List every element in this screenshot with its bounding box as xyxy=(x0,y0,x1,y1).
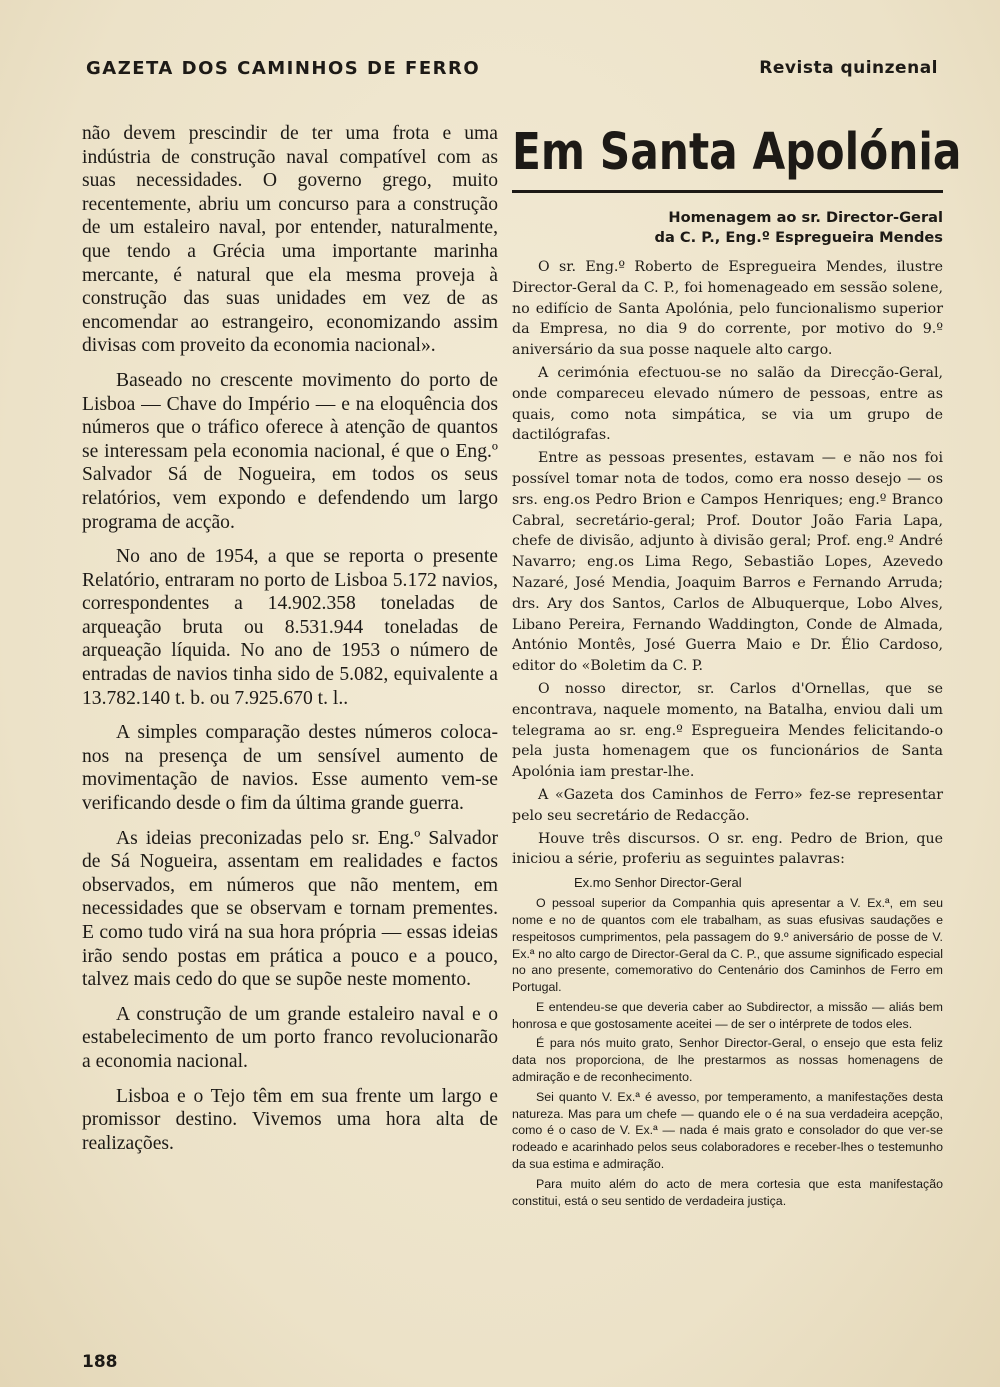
title-divider xyxy=(512,190,943,193)
article-paragraph: A «Gazeta dos Caminhos de Ferro» fez-se representar pelo seu secretário de Redacção. xyxy=(512,786,943,824)
article-paragraph: A cerimónia efectuou-se no salão da Direcção-Geral, onde compareceu elevado número de pessoas, entre as quais, como nota simpática, se via um grupo de dactilógrafas. xyxy=(512,364,943,444)
left-paragraph: A simples comparação destes números coloca-nos na presença de um sensível aumento de movimentação de navios. Esse aumento vem-se verificando desde o fim da última grande guerra. xyxy=(82,722,498,815)
left-paragraph: A construção de um grande estaleiro naval e o estabelecimento de um porto franco revolucionarão a economia nacional. xyxy=(82,1003,498,1072)
speech-paragraph: É para nós muito grato, Senhor Director-Geral, o ensejo que esta feliz data nos proporciona, de lhe prestarmos as nossas homenagens de admiração e de reconhecimento. xyxy=(512,1036,943,1085)
subtitle-line: da C. P., Eng.º Espregueira Mendes xyxy=(654,229,943,246)
running-header-subtitle: Revista quinzenal xyxy=(759,58,938,78)
right-column xyxy=(512,257,943,1212)
subtitle-line: Homenagem ao sr. Director-Geral xyxy=(668,209,943,226)
page-number: 188 xyxy=(82,1352,118,1372)
article-subtitle xyxy=(512,208,943,248)
speech-paragraph: O pessoal superior da Companhia quis apresentar a V. Ex.ª, em seu nome e no de quantos com ele trabalham, as suas efusivas saudações e respeitosos cumprimentos, pela passagem do 9.º aniversário de posse de V. Ex.ª no alto cargo de Director-Geral da C. P., que assume significado especial no ano presente, comemorativo do Centenário dos Caminhos de Ferro em Portugal. xyxy=(512,896,943,995)
article-paragraph: Houve três discursos. O sr. eng. Pedro de Brion, que iniciou a série, proferiu as seguintes palavras: xyxy=(512,830,943,868)
speech-text xyxy=(512,895,943,1209)
running-header-title: GAZETA DOS CAMINHOS DE FERRO xyxy=(86,58,481,79)
article-title: Em Santa Apolónia xyxy=(512,123,962,182)
left-paragraph: não devem prescindir de ter uma frota e uma indústria de construção naval compatível com as suas necessidades. O governo grego, muito recentemente, abriu um concurso para a construção de um estaleiro naval, por entender, naturalmente, que tendo a Grécia uma importante marinha mercante, é natural que ela mesma proveja à construção das suas unidades em vez de as encomendar ao estrangeiro, economizando assim divisas com proveito da economia nacional». xyxy=(82,123,498,357)
article-paragraph: O sr. Eng.º Roberto de Espregueira Mendes, ilustre Director-Geral da C. P., foi homenageado em sessão solene, no edifício de Santa Apolónia, pelo funcionalismo superior da Empresa, no dia 9 do corrente, por motivo do 9.º aniversário da sua posse naquele alto cargo. xyxy=(512,259,943,359)
left-paragraph: As ideias preconizadas pelo sr. Eng.º Salvador de Sá Nogueira, assentam em realidades e factos observados, em números que não mentem, em necessidades que se observam e tornam prementes. E como tudo virá na sua hora própria — essas ideias irão sendo postas em prática a pouco e a pouco, talvez mais cedo do que se supõe neste momento. xyxy=(82,827,498,991)
speech-paragraph: Sei quanto V. Ex.ª é avesso, por temperamento, a manifestações desta natureza. Mas para um chefe — quando ele o é na sua verdadeira acepção, como é o caso de V. Ex.ª — nada é mais grato e consolador do que ver-se rodeado e acarinhado pelos seus colaboradores e receber-lhes o testemunho da sua estima e admiração. xyxy=(512,1089,943,1172)
speech-salutation: Ex.mo Senhor Director-Geral xyxy=(574,875,742,891)
speech-paragraph: Para muito além do acto de mera cortesia que esta manifestação constitui, está o seu sentido de verdadeira justiça. xyxy=(512,1176,943,1208)
left-paragraph: Lisboa e o Tejo têm em sua frente um largo e promissor destino. Vivemos uma hora alta de realizações. xyxy=(82,1085,498,1154)
article-paragraph: O nosso director, sr. Carlos d'Ornellas, que se encontrava, naquele momento, na Batalha, enviou dali um telegrama ao sr. eng.º Espregueira Mendes felicitando-o pela justa homenagem que os funcionários de Santa Apolónia iam prestar-lhe. xyxy=(512,680,943,781)
left-paragraph: No ano de 1954, a que se reporta o presente Relatório, entraram no porto de Lisboa 5.172 navios, correspondentes a 14.902.358 toneladas de arqueação bruta ou 8.531.944 toneladas de arqueação líquida. No ano de 1953 o número de entradas de navios tinha sido de 5.082, equivalente a 13.782.140 t. b. ou 7.925.670 t. l.. xyxy=(82,546,498,709)
left-paragraph: Baseado no crescente movimento do porto de Lisboa — Chave do Império — e na eloquência dos números que o tráfico oferece à atenção de quantos se interessam pela economia nacional, é que o Eng.º Salvador Sá de Nogueira, em todos os seus relatórios, vem expondo e defendendo um largo programa de acção. xyxy=(82,369,498,533)
left-column xyxy=(82,122,498,1166)
article-paragraph: Entre as pessoas presentes, estavam — e não nos foi possível tomar nota de todos, como era nosso desejo — os srs. eng.os Pedro Brion e Campos Henriques; eng.º Branco Cabral, secretário-geral; Prof. Doutor João Faria Lapa, chefe de divisão, adjunto à divisão geral; Prof. eng.º André Navarro; eng.os Lima Rego, Sebastião Lopes, Azevedo Nazaré, José Mendia, Joaquim Barros e Fernando Arruda; drs. Ary dos Santos, Carlos de Albuquerque, Lobo Alves, Libano Pereira, Fernando Waddington, Conde de Almada, António Montês, José Guerra Maio e Dr. Élio Cardoso, editor do «Boletim da C. P. xyxy=(512,450,943,675)
speech-paragraph: E entendeu-se que deveria caber ao Subdirector, a missão — aliás bem honrosa e que gostosamente aceitei — de ser o intérprete de todos eles. xyxy=(512,999,943,1031)
